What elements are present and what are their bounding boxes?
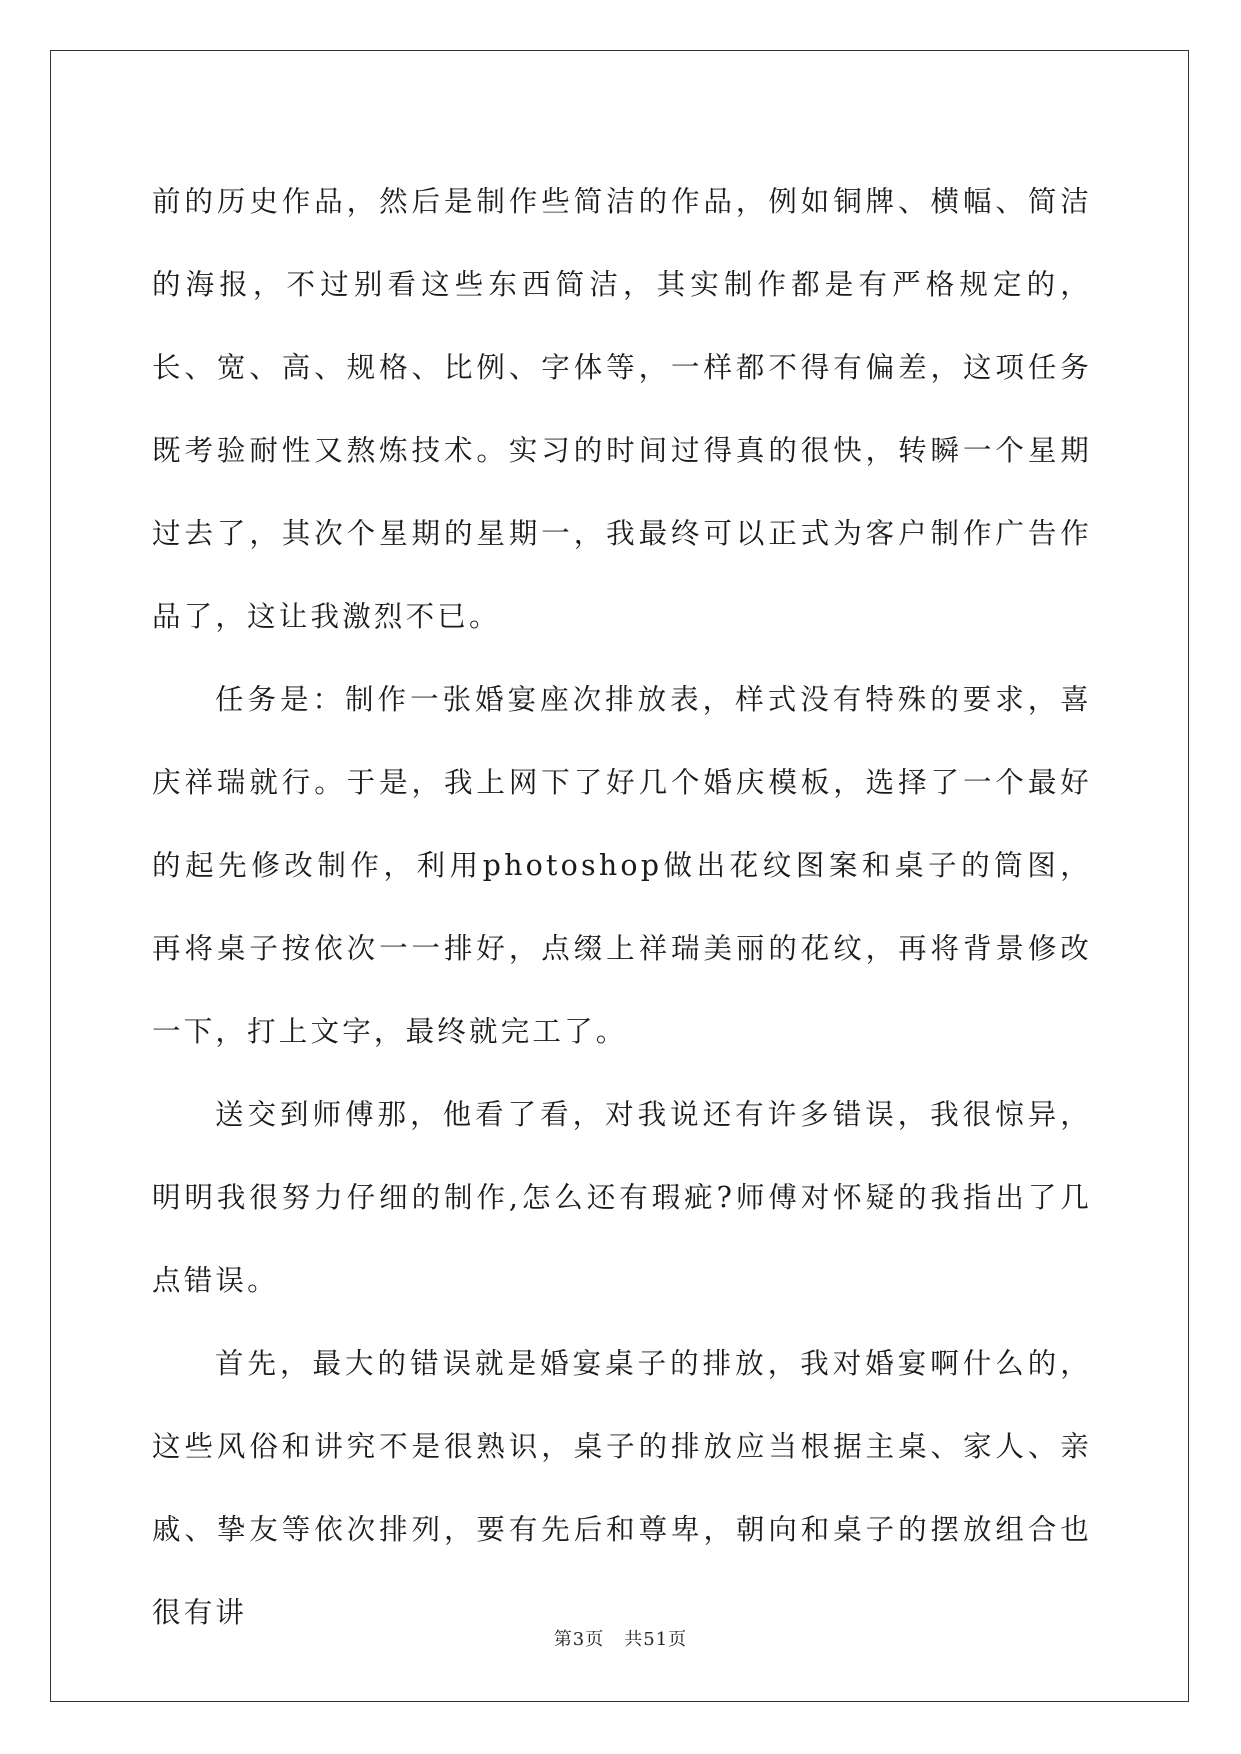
paragraph-2: 任务是：制作一张婚宴座次排放表，样式没有特殊的要求，喜庆祥瑞就行。于是，我上网下了好几个婚庆模板，选择了一个最好的起先修改制作，利用photoshop做出花纹图案和桌子的筒图，再将桌子按依次一一排好，点缀上祥瑞美丽的花纹，再将背景修改一下，打上文字，最终就完工了。 (152, 683, 1092, 1048)
page-number: 第3页 (553, 1629, 605, 1650)
document-body (152, 160, 1092, 1654)
page-footer (0, 1628, 1241, 1652)
paragraph-1: 前的历史作品，然后是制作些简洁的作品，例如铜牌、横幅、简洁的海报，不过别看这些东西简洁，其实制作都是有严格规定的，长、宽、高、规格、比例、字体等，一样都不得有偏差，这项任务既考验耐性又熬炼技术。实习的时间过得真的很快，转瞬一个星期过去了，其次个星期的星期一，我最终可以正式为客户制作广告作品了，这让我激烈不已。 (152, 185, 1092, 633)
page-total: 共51页 (624, 1629, 688, 1650)
paragraph-4: 首先，最大的错误就是婚宴桌子的排放，我对婚宴啊什么的，这些风俗和讲究不是很熟识，桌子的排放应当根据主桌、家人、亲戚、挚友等依次排列，要有先后和尊卑，朝向和桌子的摆放组合也很有讲 (152, 1347, 1092, 1629)
paragraph-3: 送交到师傅那，他看了看，对我说还有许多错误，我很惊异，明明我很努力仔细的制作,怎么还有瑕疵?师傅对怀疑的我指出了几点错误。 (152, 1098, 1092, 1297)
